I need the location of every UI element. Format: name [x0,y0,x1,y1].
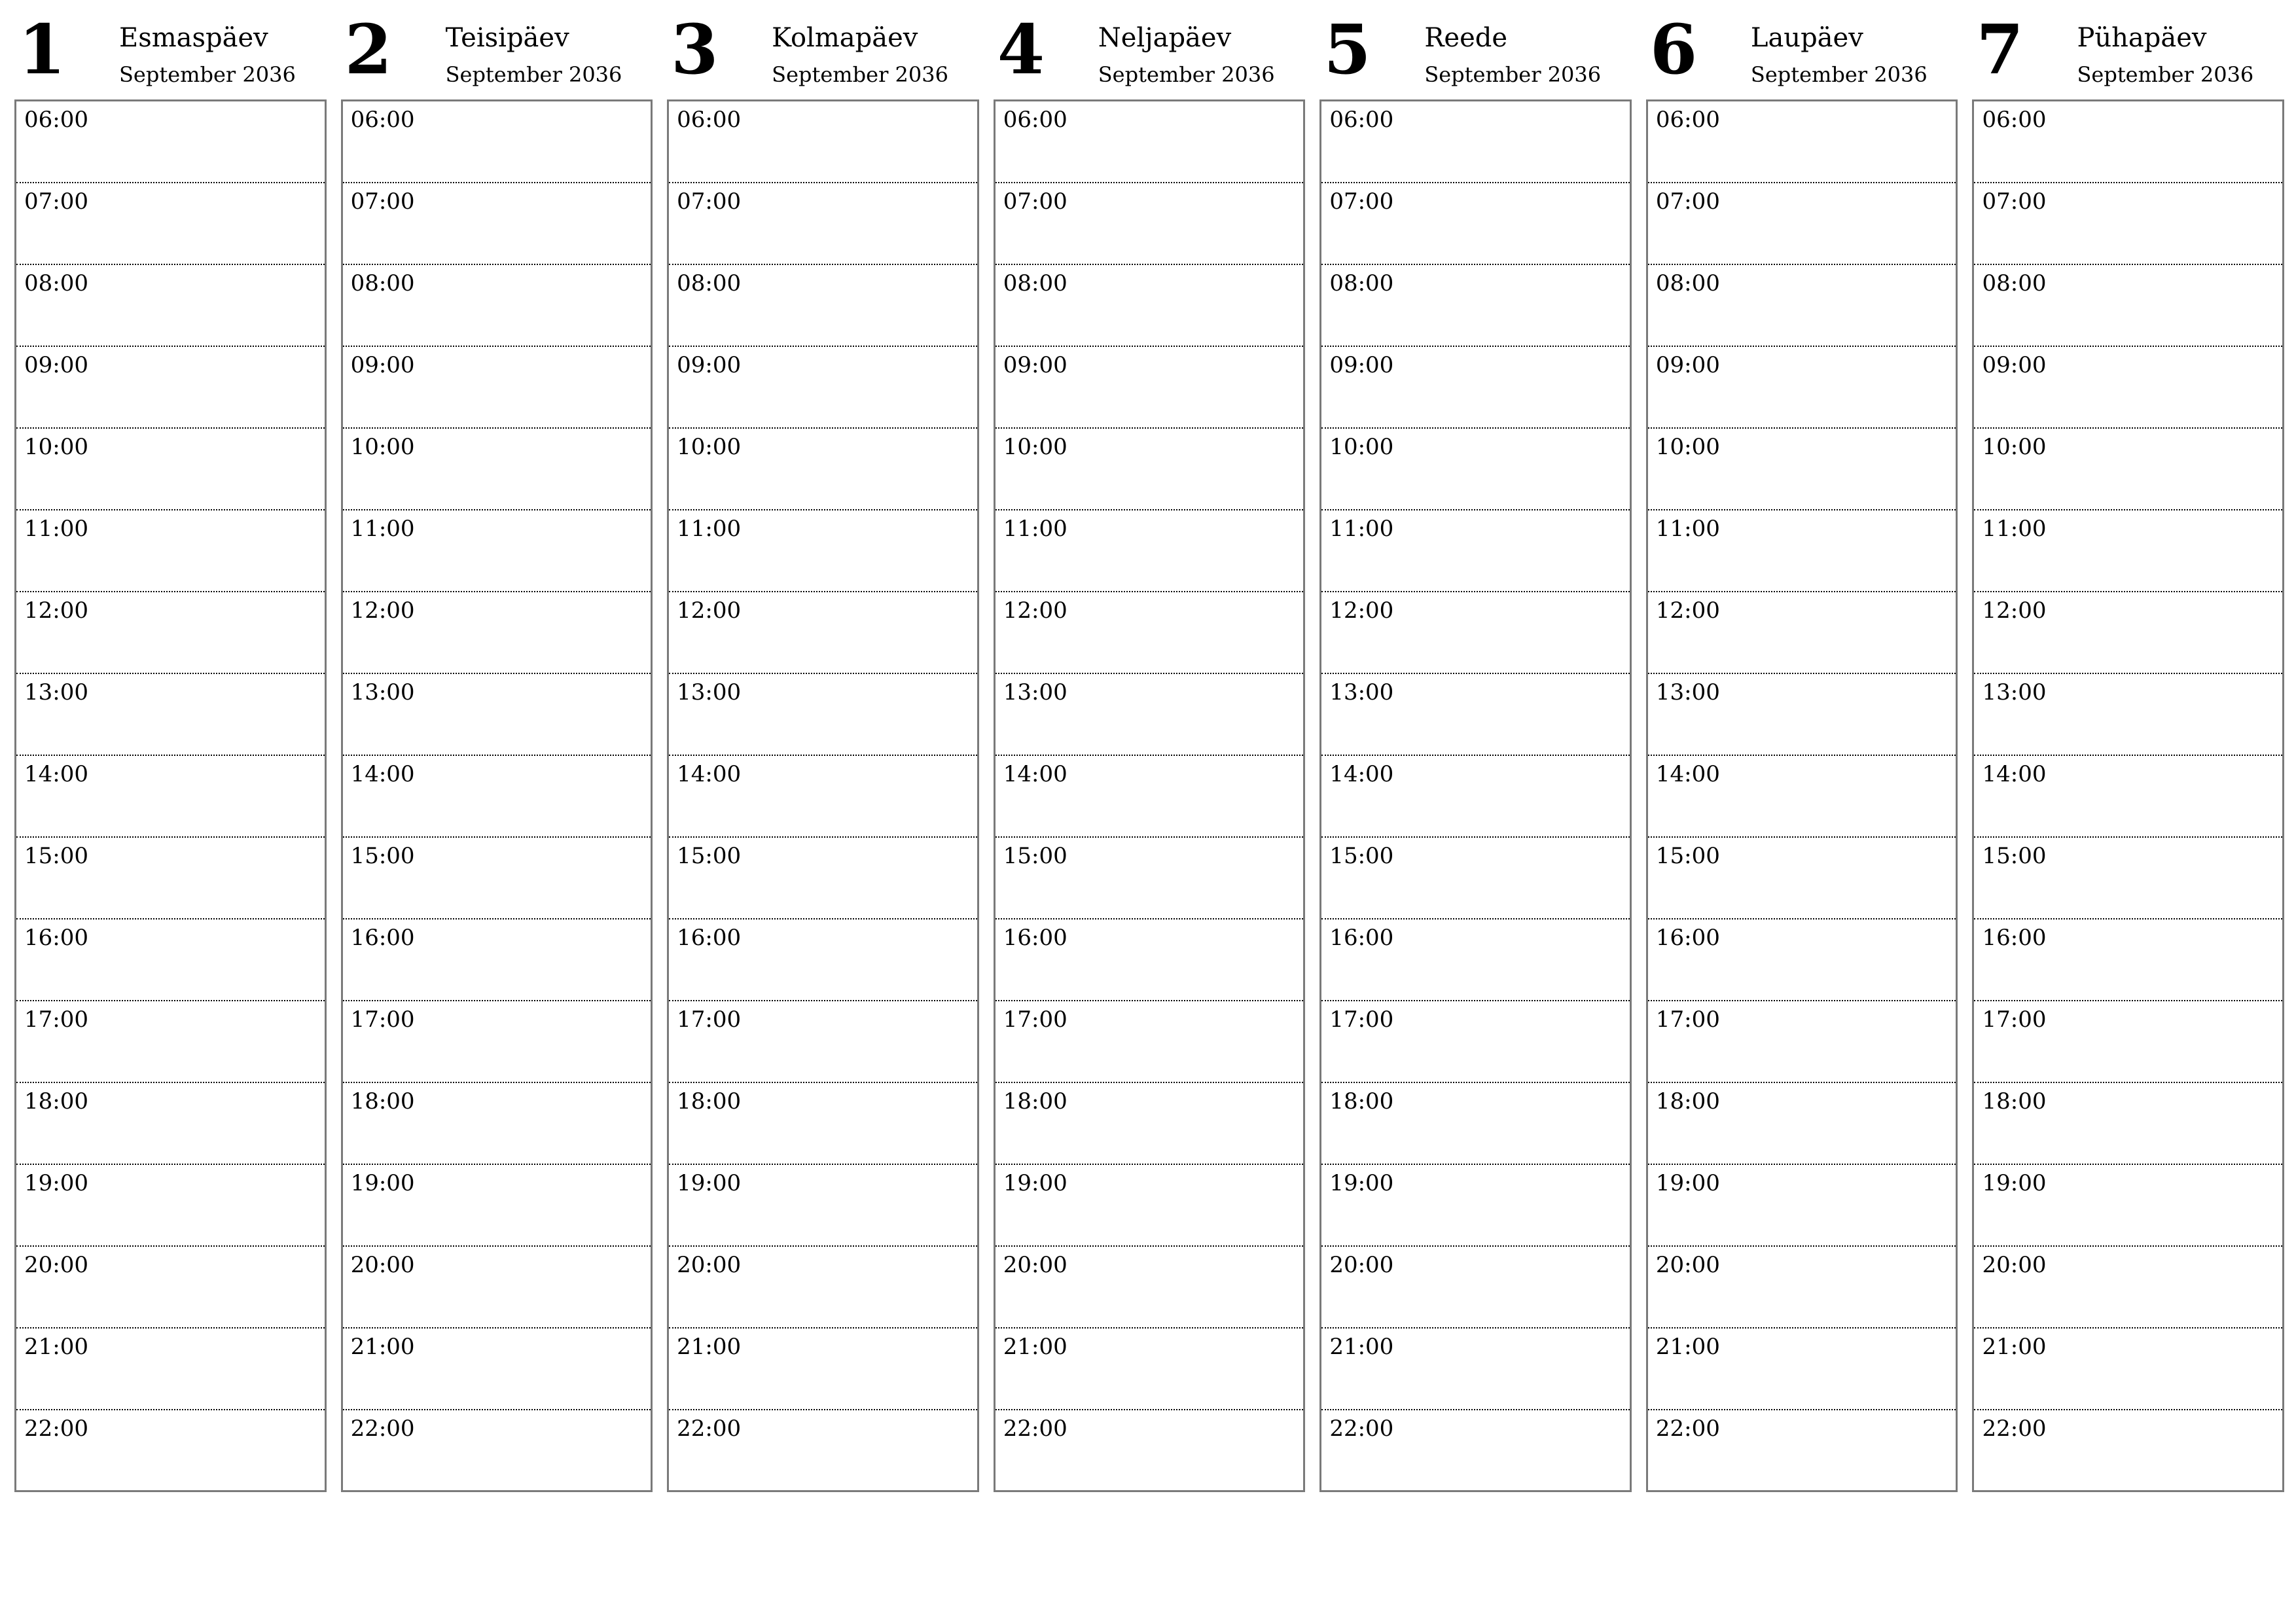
time-label: 13:00 [1655,679,1720,705]
time-label: 17:00 [1329,1007,1394,1033]
time-slot[interactable] [16,1001,325,1083]
time-label: 09:00 [24,352,88,378]
time-label: 14:00 [1655,761,1720,787]
time-slot[interactable] [1648,919,1956,1001]
time-slot[interactable] [1974,101,2282,183]
time-label: 06:00 [1982,107,2047,133]
time-slot[interactable] [669,1083,977,1165]
time-label: 19:00 [1655,1170,1720,1196]
time-label: 13:00 [1329,679,1394,705]
day-name: Teisipäev [445,23,569,53]
time-label: 21:00 [24,1334,88,1360]
time-label: 18:00 [24,1088,88,1115]
time-label: 10:00 [1003,434,1067,460]
time-slot[interactable] [1321,1410,1630,1490]
day-schedule-box [1972,99,2284,1492]
day-month: September 2036 [445,62,622,87]
time-label: 11:00 [24,516,88,542]
time-slot[interactable] [343,756,651,838]
time-label: 12:00 [1003,597,1067,624]
time-label: 08:00 [350,270,415,296]
time-label: 17:00 [24,1007,88,1033]
time-label: 06:00 [1655,107,1720,133]
time-label: 21:00 [1003,1334,1067,1360]
time-slot[interactable] [1974,1247,2282,1329]
weekly-planner [14,0,2284,1505]
time-label: 10:00 [677,434,742,460]
time-slot[interactable] [343,265,651,347]
time-slot[interactable] [16,838,325,919]
time-slot[interactable] [996,592,1304,674]
time-slot[interactable] [1648,592,1956,674]
time-label: 06:00 [1003,107,1067,133]
time-slot[interactable] [996,347,1304,429]
time-label: 16:00 [1982,925,2047,951]
time-slot[interactable] [16,265,325,347]
time-label: 13:00 [677,679,742,705]
day-name: Reede [1424,23,1508,53]
time-slot[interactable] [16,1165,325,1247]
time-label: 07:00 [1982,188,2047,215]
time-label: 12:00 [1982,597,2047,624]
time-slot[interactable] [1974,510,2282,592]
time-slot[interactable] [669,347,977,429]
time-slot[interactable] [1648,183,1956,265]
day-column [1972,0,2284,1505]
time-slot[interactable] [1974,838,2282,919]
time-slot[interactable] [996,510,1304,592]
time-label: 13:00 [350,679,415,705]
time-label: 10:00 [1655,434,1720,460]
time-slot[interactable] [343,1329,651,1410]
time-label: 18:00 [677,1088,742,1115]
time-label: 10:00 [1982,434,2047,460]
time-slot[interactable] [996,101,1304,183]
day-schedule-box [341,99,653,1492]
time-label: 11:00 [1982,516,2047,542]
time-slot[interactable] [669,510,977,592]
time-label: 10:00 [24,434,88,460]
time-label: 15:00 [1982,843,2047,869]
time-slot[interactable] [669,592,977,674]
time-label: 16:00 [1003,925,1067,951]
time-slot[interactable] [669,1247,977,1329]
time-label: 20:00 [1982,1252,2047,1278]
time-slot[interactable] [669,1165,977,1247]
day-header [667,0,979,99]
time-slot[interactable] [669,919,977,1001]
time-label: 12:00 [677,597,742,624]
time-label: 11:00 [1329,516,1394,542]
time-slot[interactable] [16,674,325,756]
time-slot[interactable] [1321,919,1630,1001]
time-label: 19:00 [677,1170,742,1196]
time-label: 07:00 [24,188,88,215]
time-slot[interactable] [1321,674,1630,756]
time-slot[interactable] [343,183,651,265]
time-label: 13:00 [1003,679,1067,705]
time-slot[interactable] [1321,1001,1630,1083]
time-slot[interactable] [343,1247,651,1329]
time-label: 20:00 [350,1252,415,1278]
time-slot[interactable] [343,101,651,183]
time-label: 20:00 [677,1252,742,1278]
time-slot[interactable] [1321,510,1630,592]
day-schedule-box [14,99,327,1492]
time-slot[interactable] [1321,1083,1630,1165]
time-slot[interactable] [1648,1001,1956,1083]
time-label: 19:00 [1003,1170,1067,1196]
time-slot[interactable] [996,1001,1304,1083]
day-month: September 2036 [1098,62,1275,87]
time-label: 11:00 [350,516,415,542]
time-slot[interactable] [996,674,1304,756]
time-label: 18:00 [1003,1088,1067,1115]
time-label: 20:00 [1329,1252,1394,1278]
time-slot[interactable] [996,429,1304,510]
time-slot[interactable] [669,1410,977,1490]
time-label: 06:00 [24,107,88,133]
day-header [1646,0,1958,99]
day-number: 3 [671,9,719,90]
time-slot[interactable] [1648,1247,1956,1329]
day-number: 7 [1976,9,2024,90]
time-slot[interactable] [996,1083,1304,1165]
time-slot[interactable] [1321,756,1630,838]
time-slot[interactable] [1321,1165,1630,1247]
time-slot[interactable] [16,1410,325,1490]
day-header [1319,0,1632,99]
day-month: September 2036 [2077,62,2254,87]
day-schedule-box [667,99,979,1492]
day-name: Esmaspäev [119,23,268,53]
time-label: 09:00 [1329,352,1394,378]
time-slot[interactable] [996,756,1304,838]
time-label: 07:00 [1003,188,1067,215]
time-slot[interactable] [1321,183,1630,265]
time-slot[interactable] [1974,1329,2282,1410]
time-slot[interactable] [1974,1083,2282,1165]
time-slot[interactable] [1648,510,1956,592]
time-slot[interactable] [343,1001,651,1083]
time-label: 08:00 [1003,270,1067,296]
time-label: 08:00 [1655,270,1720,296]
time-slot[interactable] [16,756,325,838]
time-label: 22:00 [1003,1416,1067,1442]
time-slot[interactable] [1648,1329,1956,1410]
time-slot[interactable] [1648,347,1956,429]
time-label: 14:00 [350,761,415,787]
time-label: 09:00 [1003,352,1067,378]
time-slot[interactable] [1648,1165,1956,1247]
day-column [341,0,653,1505]
time-label: 16:00 [24,925,88,951]
time-label: 06:00 [677,107,742,133]
time-slot[interactable] [1974,674,2282,756]
time-slot[interactable] [669,183,977,265]
time-label: 08:00 [1982,270,2047,296]
time-label: 15:00 [1003,843,1067,869]
time-label: 17:00 [1982,1007,2047,1033]
time-label: 18:00 [350,1088,415,1115]
day-header [14,0,327,99]
time-label: 21:00 [350,1334,415,1360]
time-label: 17:00 [1003,1007,1067,1033]
day-header [994,0,1306,99]
time-label: 07:00 [350,188,415,215]
time-slot[interactable] [1974,1165,2282,1247]
time-label: 22:00 [24,1416,88,1442]
day-number: 4 [997,9,1045,90]
time-slot[interactable] [996,1165,1304,1247]
day-header [341,0,653,99]
time-label: 14:00 [1982,761,2047,787]
time-slot[interactable] [343,510,651,592]
time-label: 06:00 [350,107,415,133]
time-label: 17:00 [677,1007,742,1033]
time-label: 21:00 [1655,1334,1720,1360]
time-label: 17:00 [350,1007,415,1033]
time-slot[interactable] [16,183,325,265]
time-slot[interactable] [343,347,651,429]
time-slot[interactable] [16,919,325,1001]
time-label: 20:00 [1655,1252,1720,1278]
time-label: 15:00 [1655,843,1720,869]
day-column [14,0,327,1505]
time-slot[interactable] [996,1329,1304,1410]
time-slot[interactable] [343,1083,651,1165]
time-slot[interactable] [996,919,1304,1001]
time-slot[interactable] [1974,1410,2282,1490]
time-slot[interactable] [996,1410,1304,1490]
time-label: 12:00 [350,597,415,624]
time-slot[interactable] [16,510,325,592]
time-slot[interactable] [1648,265,1956,347]
time-slot[interactable] [1974,265,2282,347]
time-label: 19:00 [1982,1170,2047,1196]
time-label: 16:00 [677,925,742,951]
day-column [1319,0,1632,1505]
time-slot[interactable] [16,101,325,183]
time-slot[interactable] [343,919,651,1001]
time-label: 20:00 [24,1252,88,1278]
time-slot[interactable] [669,429,977,510]
time-label: 18:00 [1329,1088,1394,1115]
time-label: 22:00 [1329,1416,1394,1442]
time-label: 16:00 [350,925,415,951]
time-slot[interactable] [16,592,325,674]
time-slot[interactable] [16,347,325,429]
time-slot[interactable] [1974,429,2282,510]
time-slot[interactable] [669,265,977,347]
time-slot[interactable] [1321,1329,1630,1410]
time-slot[interactable] [1648,674,1956,756]
time-label: 21:00 [677,1334,742,1360]
day-name: Kolmapäev [772,23,918,53]
time-label: 19:00 [350,1170,415,1196]
time-label: 09:00 [1655,352,1720,378]
time-label: 22:00 [677,1416,742,1442]
time-label: 08:00 [677,270,742,296]
time-label: 14:00 [24,761,88,787]
time-slot[interactable] [343,592,651,674]
day-name: Pühapäev [2077,23,2207,53]
time-slot[interactable] [1648,1410,1956,1490]
day-column [667,0,979,1505]
time-slot[interactable] [343,674,651,756]
time-slot[interactable] [1974,592,2282,674]
time-slot[interactable] [343,838,651,919]
time-slot[interactable] [1974,347,2282,429]
time-slot[interactable] [669,674,977,756]
time-label: 14:00 [677,761,742,787]
time-label: 07:00 [677,188,742,215]
time-label: 14:00 [1003,761,1067,787]
time-label: 07:00 [1329,188,1394,215]
day-name: Neljapäev [1098,23,1232,53]
time-label: 10:00 [350,434,415,460]
time-label: 14:00 [1329,761,1394,787]
time-label: 21:00 [1982,1334,2047,1360]
time-label: 08:00 [24,270,88,296]
time-slot[interactable] [1321,592,1630,674]
time-label: 13:00 [24,679,88,705]
time-slot[interactable] [1321,429,1630,510]
time-slot[interactable] [16,1329,325,1410]
time-label: 22:00 [1655,1416,1720,1442]
time-slot[interactable] [343,429,651,510]
time-label: 13:00 [1982,679,2047,705]
time-slot[interactable] [1974,756,2282,838]
time-slot[interactable] [1648,838,1956,919]
time-label: 19:00 [24,1170,88,1196]
day-month: September 2036 [1750,62,1928,87]
time-slot[interactable] [996,183,1304,265]
time-label: 15:00 [350,843,415,869]
time-label: 09:00 [1982,352,2047,378]
time-label: 11:00 [1003,516,1067,542]
time-label: 18:00 [1982,1088,2047,1115]
day-month: September 2036 [119,62,296,87]
time-label: 12:00 [1655,597,1720,624]
time-slot[interactable] [669,1001,977,1083]
time-label: 11:00 [1655,516,1720,542]
time-slot[interactable] [1974,919,2282,1001]
time-label: 18:00 [1655,1088,1720,1115]
day-number: 2 [344,9,392,90]
time-slot[interactable] [16,429,325,510]
day-number: 5 [1323,9,1371,90]
day-column [1646,0,1958,1505]
day-name: Laupäev [1750,23,1863,53]
day-column [994,0,1306,1505]
time-label: 09:00 [350,352,415,378]
time-label: 11:00 [677,516,742,542]
time-slot[interactable] [996,265,1304,347]
time-label: 12:00 [1329,597,1394,624]
time-label: 15:00 [677,843,742,869]
time-slot[interactable] [1321,1247,1630,1329]
time-slot[interactable] [1648,101,1956,183]
time-slot[interactable] [1648,756,1956,838]
time-slot[interactable] [16,1083,325,1165]
time-slot[interactable] [996,838,1304,919]
time-label: 07:00 [1655,188,1720,215]
time-label: 22:00 [350,1416,415,1442]
time-label: 09:00 [677,352,742,378]
time-slot[interactable] [1321,101,1630,183]
time-slot[interactable] [16,1247,325,1329]
time-slot[interactable] [996,1247,1304,1329]
time-label: 10:00 [1329,434,1394,460]
time-slot[interactable] [1974,183,2282,265]
time-label: 22:00 [1982,1416,2047,1442]
time-label: 17:00 [1655,1007,1720,1033]
time-slot[interactable] [669,1329,977,1410]
time-label: 16:00 [1329,925,1394,951]
time-slot[interactable] [1648,429,1956,510]
day-schedule-box [1646,99,1958,1492]
time-slot[interactable] [669,838,977,919]
time-label: 06:00 [1329,107,1394,133]
day-schedule-box [994,99,1306,1492]
time-label: 21:00 [1329,1334,1394,1360]
time-label: 19:00 [1329,1170,1394,1196]
time-slot[interactable] [1321,838,1630,919]
time-slot[interactable] [669,756,977,838]
time-slot[interactable] [343,1165,651,1247]
time-label: 20:00 [1003,1252,1067,1278]
time-label: 15:00 [24,843,88,869]
time-slot[interactable] [1648,1083,1956,1165]
day-number: 1 [18,9,66,90]
time-label: 16:00 [1655,925,1720,951]
time-label: 12:00 [24,597,88,624]
day-month: September 2036 [1424,62,1602,87]
time-slot[interactable] [1321,347,1630,429]
time-slot[interactable] [669,101,977,183]
time-slot[interactable] [1321,265,1630,347]
time-label: 08:00 [1329,270,1394,296]
day-month: September 2036 [772,62,948,87]
day-number: 6 [1649,9,1698,90]
day-header [1972,0,2284,99]
time-slot[interactable] [1974,1001,2282,1083]
day-schedule-box [1319,99,1632,1492]
time-label: 15:00 [1329,843,1394,869]
time-slot[interactable] [343,1410,651,1490]
